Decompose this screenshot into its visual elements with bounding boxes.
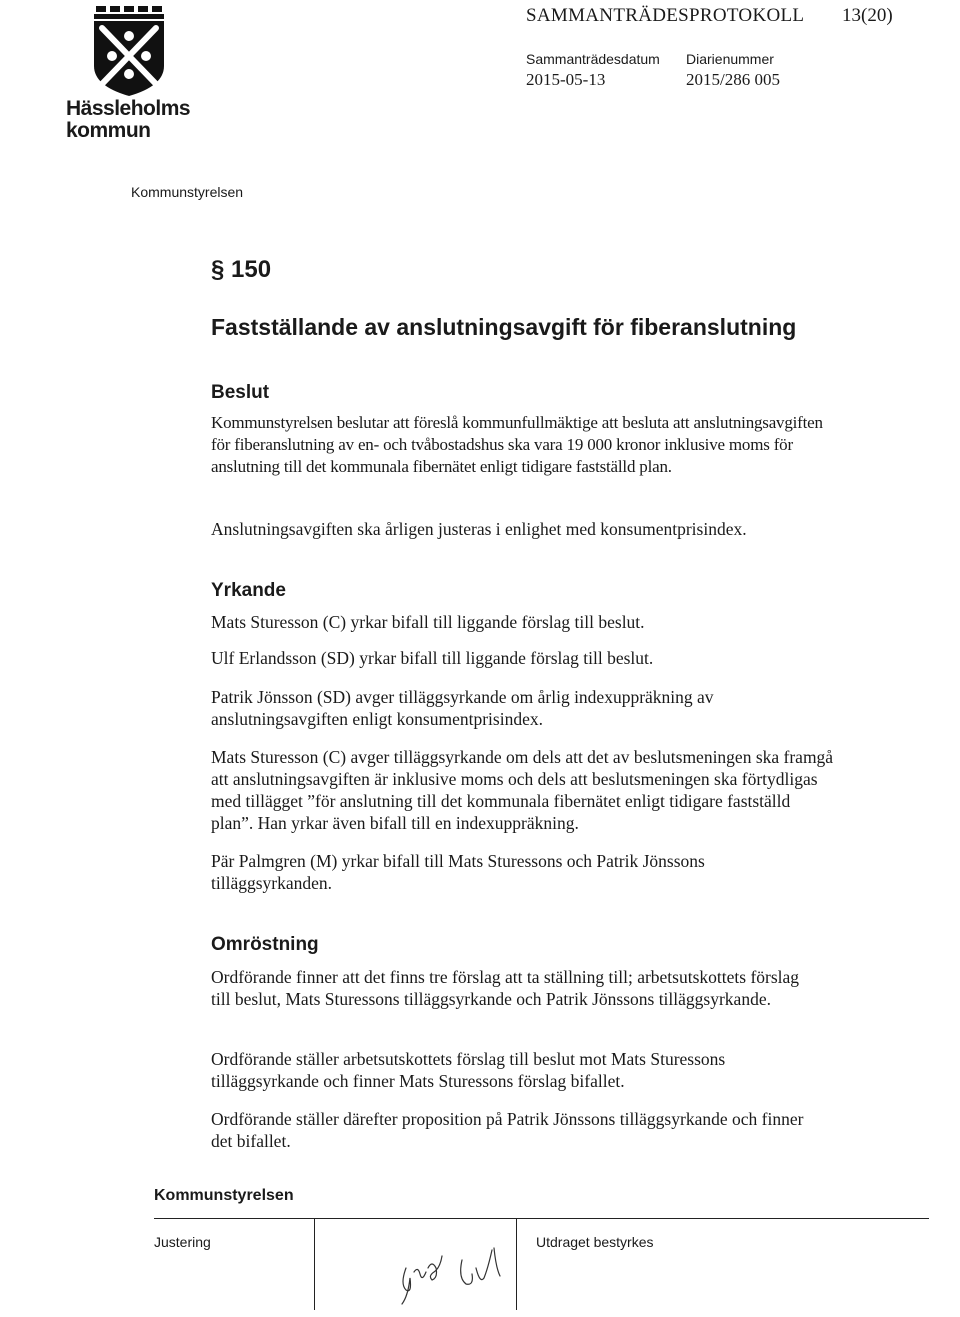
document-type: SAMMANTRÄDESPROTOKOLL (526, 5, 805, 26)
motion-paragraph: Pär Palmgren (M) yrkar bifall till Mats Sturessons och Patrik Jönssons tilläggsyrkanden. (211, 851, 705, 893)
decision-paragraph: Kommunstyrelsen beslutar att föreslå kommunfullmäktige att besluta att anslutningsavgiften för fiberanslutning av en- och tvåbostadshus ska vara 19 000 kronor inklusive moms för anslutning till det kommunala fibernätet enligt tidigare fastställd plan. (211, 413, 823, 476)
utdraget-label: Utdraget bestyrkes (536, 1234, 654, 1250)
page-number: 13(20) (842, 5, 893, 26)
organization-name: Hässleholms kommun (66, 97, 191, 142)
footer-divider (154, 1218, 929, 1219)
footer-column-divider (314, 1218, 315, 1310)
date-label: Sammanträdesdatum (526, 51, 660, 67)
vote-paragraph: Ordförande ställer därefter proposition på Patrik Jönssons tilläggsyrkande och finner det bifallet. (211, 1109, 804, 1151)
footer-committee-name: Kommunstyrelsen (154, 1187, 294, 1204)
beslut-heading: Beslut (211, 382, 270, 403)
omrostning-heading: Omröstning (211, 934, 319, 955)
index-paragraph: Anslutningsavgiften ska årligen justeras i enlighet med konsumentprisindex. (211, 519, 747, 539)
paragraph-number: § 150 (211, 256, 272, 283)
yrkande-heading: Yrkande (211, 580, 286, 601)
motion-paragraph: Mats Sturesson (C) yrkar bifall till liggande förslag till beslut. (211, 612, 645, 632)
justering-label: Justering (154, 1234, 211, 1250)
motion-paragraph: Mats Sturesson (C) avger tilläggsyrkande om dels att det av beslutsmeningen ska framgå att anslutningsavgiften är inklusive moms och dels att beslutsmeningen ska förtydligas med tillägget ”för anslutning till det kommunala fibernätet enligt tidigare fastställd plan”. Han yrkar även bifall till en indexuppräkning. (211, 747, 834, 833)
page-title: Fastställande av anslutningsavgift för fiberanslutning (211, 314, 797, 340)
date-value: 2015-05-13 (526, 70, 606, 89)
motion-paragraph: Patrik Jönsson (SD) avger tilläggsyrkande om årlig indexuppräkning av anslutningsavgiften enligt konsumentprisindex. (211, 687, 714, 729)
vote-paragraph: Ordförande ställer arbetsutskottets förslag till beslut mot Mats Sturessons tilläggsyrkande och finner Mats Sturessons förslag bifallet. (211, 1049, 726, 1091)
handwritten-initials (392, 1238, 520, 1308)
municipality-logo (88, 6, 168, 96)
committee-name: Kommunstyrelsen (131, 184, 244, 200)
diary-number-label: Diarienummer (686, 51, 774, 67)
motion-paragraph: Ulf Erlandsson (SD) yrkar bifall till liggande förslag till beslut. (211, 648, 654, 668)
diary-number-value: 2015/286 005 (686, 70, 780, 89)
vote-paragraph: Ordförande finner att det finns tre förslag att ta ställning till; arbetsutskottets förslag till beslut, Mats Sturessons tilläggsyrkande och Patrik Jönssons tilläggsyrkande. (211, 967, 800, 1009)
